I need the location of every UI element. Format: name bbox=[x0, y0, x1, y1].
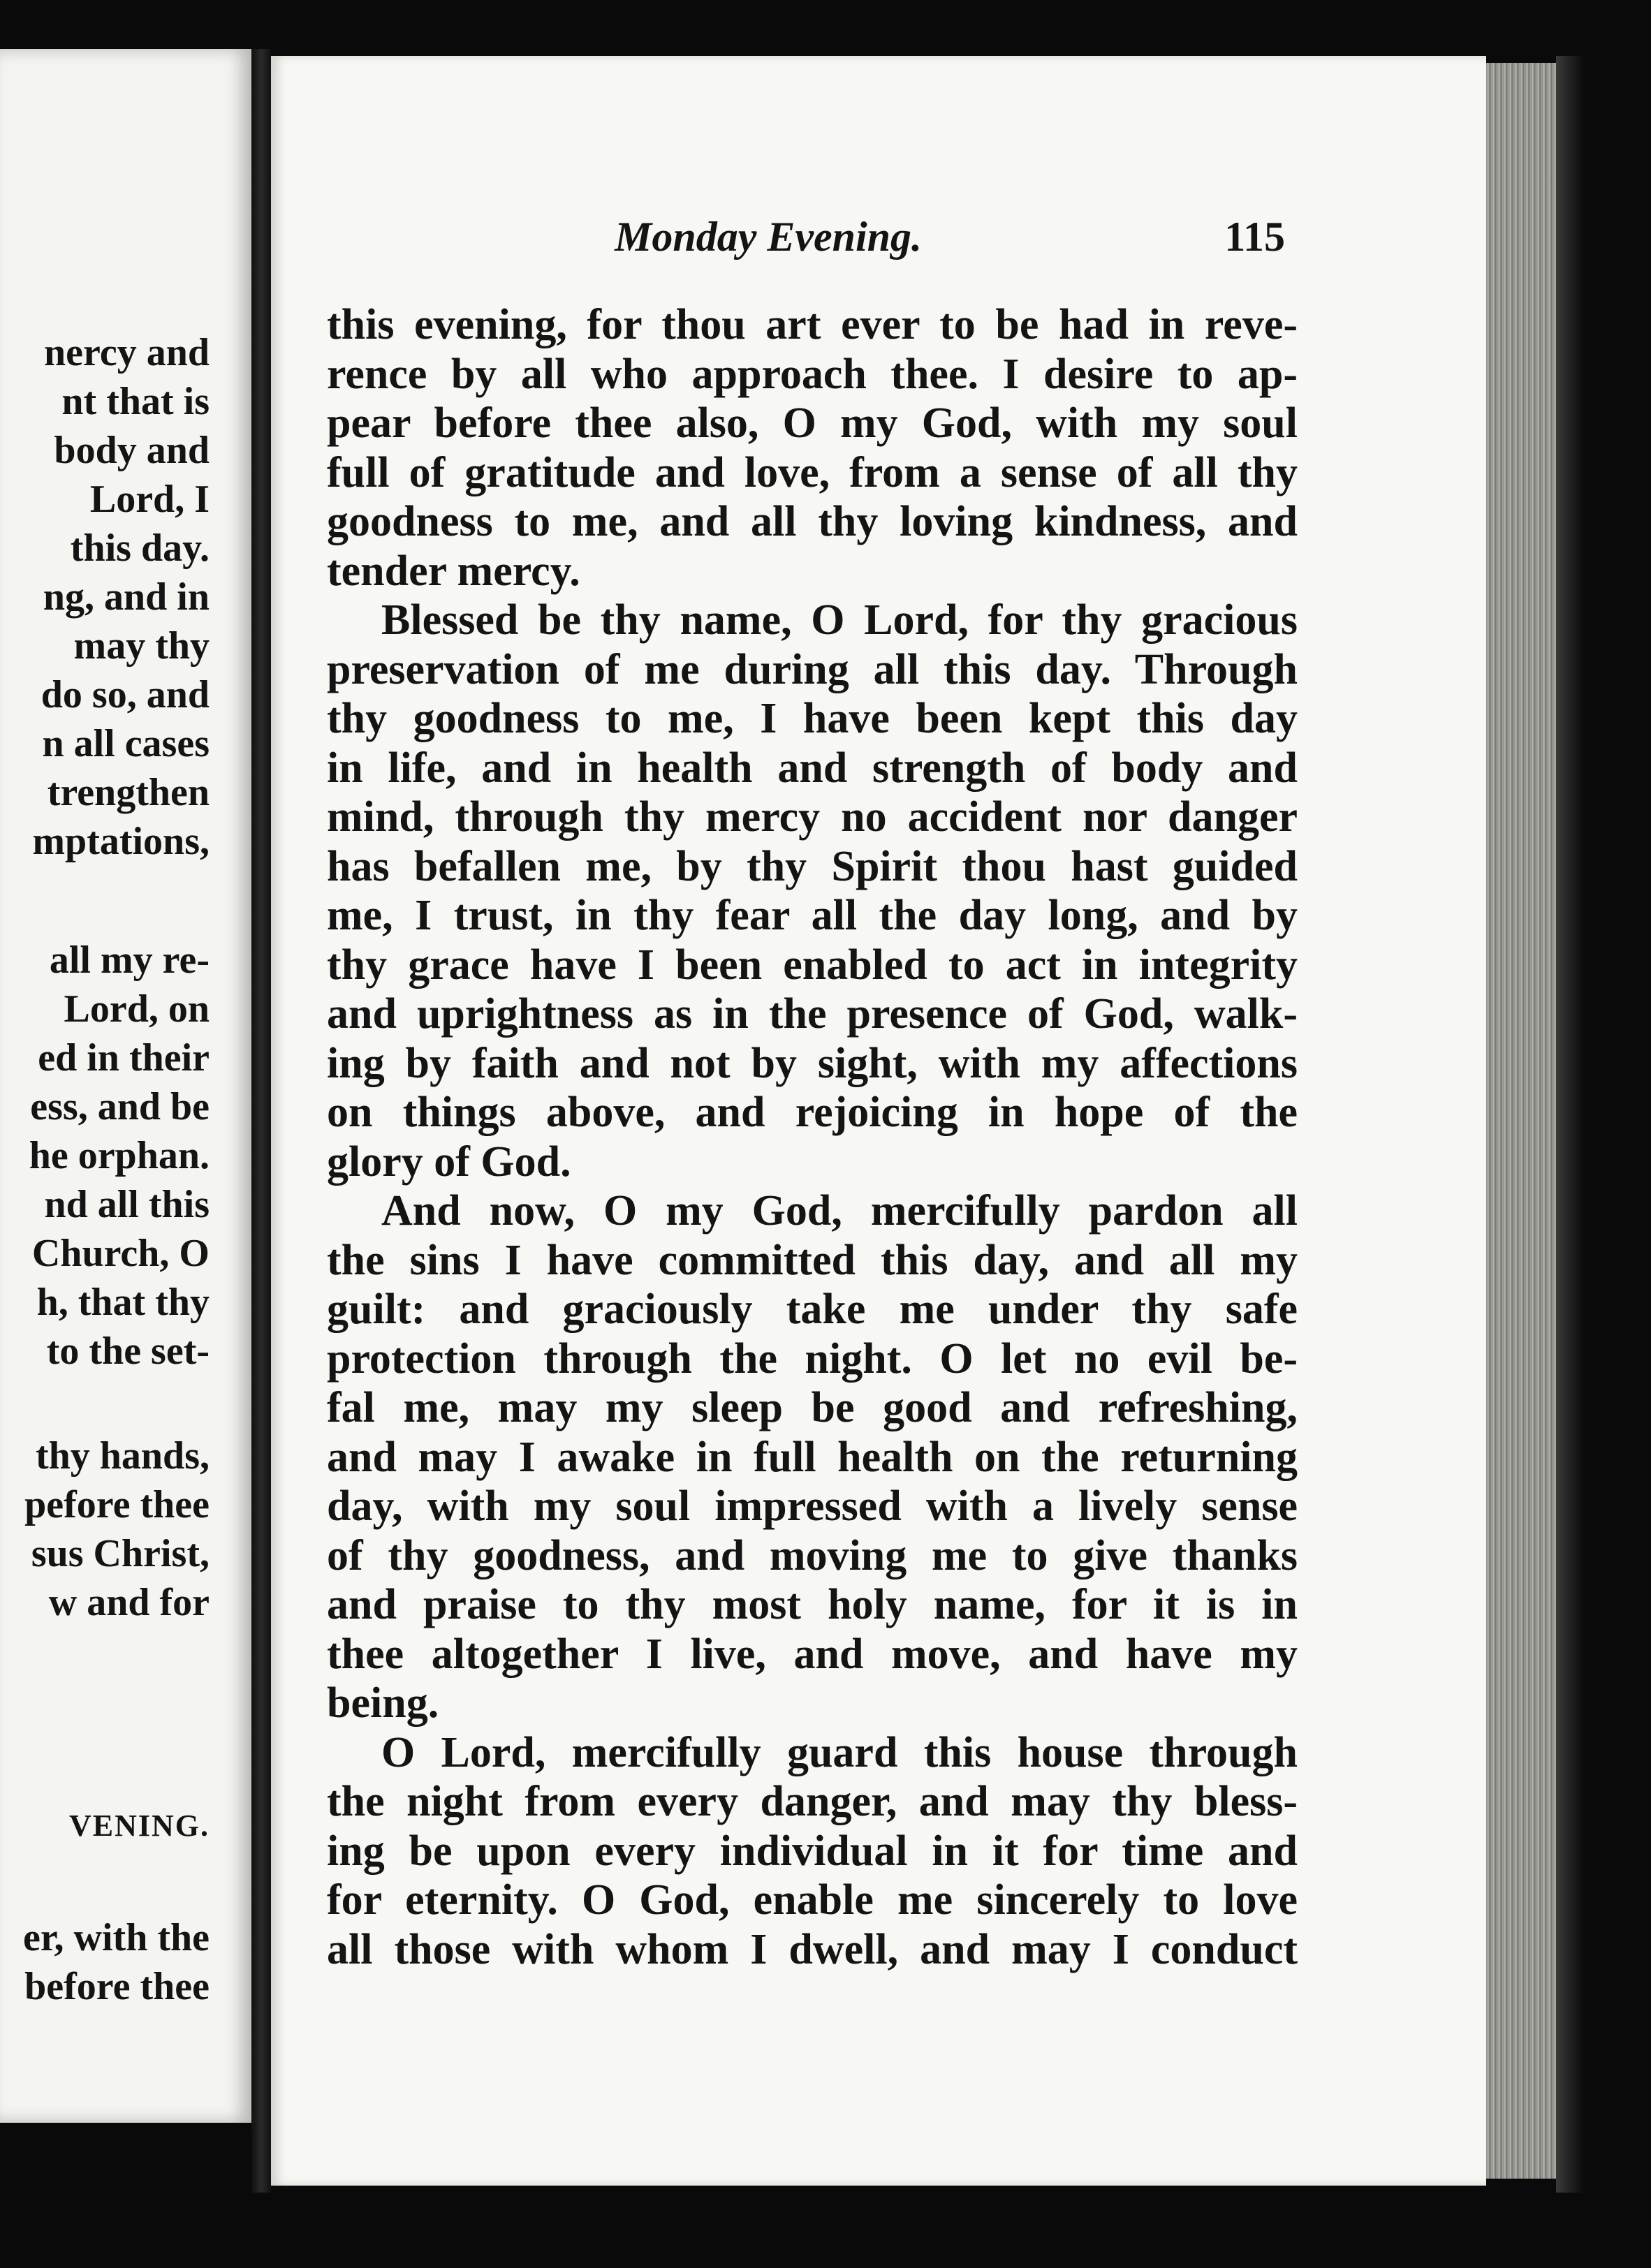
text-line: for eternity. O God, enable me sincerely to love bbox=[327, 1876, 1298, 1924]
facing-page-fragment bbox=[0, 49, 251, 2123]
facing-line: ng, and in bbox=[43, 575, 210, 619]
facing-line: this day. bbox=[70, 526, 210, 570]
facing-line: trengthen bbox=[47, 771, 210, 814]
text-line: and praise to thy most holy name, for it is in bbox=[327, 1581, 1298, 1628]
book-gutter bbox=[251, 49, 271, 2193]
facing-line: nt that is bbox=[61, 380, 210, 423]
facing-line: he orphan. bbox=[29, 1134, 210, 1177]
running-head bbox=[608, 213, 1285, 269]
text-line: thee altogether I live, and move, and have my bbox=[327, 1630, 1298, 1678]
text-line: has befallen me, by thy Spirit thou hast guided bbox=[327, 842, 1298, 890]
facing-line: h, that thy bbox=[36, 1281, 210, 1324]
facing-line: Lord, on bbox=[64, 987, 210, 1031]
text-line: the night from every danger, and may thy bless- bbox=[327, 1778, 1298, 1825]
text-line: thy grace have I been enabled to act in integrity bbox=[327, 941, 1298, 989]
facing-line: sus Christ, bbox=[31, 1532, 210, 1575]
text-line: of thy goodness, and moving me to give thanks bbox=[327, 1531, 1298, 1580]
text-line: day, with my soul impressed with a lively sense bbox=[327, 1482, 1298, 1530]
paragraph-first-line: Blessed be thy name, O Lord, for thy gracious bbox=[381, 596, 1298, 644]
text-line: and may I awake in full health on the returning bbox=[327, 1433, 1298, 1481]
text-line: pear before thee also, O my God, with my soul bbox=[327, 399, 1298, 447]
facing-line: all my re- bbox=[49, 938, 210, 982]
facing-line: ess, and be bbox=[30, 1085, 210, 1128]
text-line: all those with whom I dwell, and may I conduct bbox=[327, 1925, 1298, 1973]
text-line: me, I trust, in thy fear all the day long, and by bbox=[327, 892, 1298, 939]
facing-line: w and for bbox=[48, 1581, 210, 1624]
facing-line: n all cases bbox=[42, 722, 210, 765]
text-line: mind, through thy mercy no accident nor danger bbox=[327, 793, 1298, 841]
text-line: tender mercy. bbox=[327, 547, 580, 595]
text-line: on things above, and rejoicing in hope of the bbox=[327, 1089, 1298, 1136]
text-line: ing be upon every individual in it for time and bbox=[327, 1827, 1298, 1875]
paragraph-first-line: And now, O my God, mercifully pardon all bbox=[381, 1187, 1298, 1235]
facing-line: nercy and bbox=[44, 331, 210, 374]
facing-line: thy hands, bbox=[35, 1434, 210, 1478]
facing-line: Church, O bbox=[31, 1232, 210, 1275]
paragraph-first-line: O Lord, mercifully guard this house through bbox=[381, 1728, 1298, 1776]
page-body bbox=[327, 300, 1298, 1974]
text-line: and uprightness as in the presence of God, walk- bbox=[327, 990, 1298, 1038]
facing-line: er, with the bbox=[22, 1916, 210, 1959]
text-line: goodness to me, and all thy loving kindness, and bbox=[327, 498, 1298, 545]
page-edges bbox=[1486, 63, 1556, 2179]
facing-line: nd all this bbox=[44, 1183, 210, 1226]
facing-line: before thee bbox=[24, 1965, 210, 2008]
facing-line: may thy bbox=[73, 624, 210, 668]
text-line: the sins I have committed this day, and all my bbox=[327, 1236, 1298, 1284]
text-line: in life, and in health and strength of body and bbox=[327, 744, 1298, 792]
facing-line: mptations, bbox=[32, 820, 210, 863]
facing-line: Lord, I bbox=[89, 478, 210, 521]
text-line: protection through the night. O let no evil be- bbox=[327, 1334, 1298, 1383]
text-line: thy goodness to me, I have been kept this day bbox=[327, 695, 1298, 742]
facing-line: body and bbox=[54, 429, 210, 472]
facing-line: ed in their bbox=[38, 1036, 210, 1080]
page-edge-shadow bbox=[1556, 56, 1584, 2193]
facing-line: pefore thee bbox=[24, 1483, 210, 1526]
text-line: being. bbox=[327, 1679, 439, 1727]
text-line: fal me, may my sleep be good and refreshing, bbox=[327, 1384, 1298, 1431]
facing-line: do so, and bbox=[41, 673, 210, 716]
text-line: glory of God. bbox=[327, 1137, 571, 1186]
facing-heading: VENING. bbox=[68, 1809, 210, 1843]
text-line: rence by all who approach thee. I desire to ap- bbox=[327, 350, 1298, 398]
text-line: this evening, for thou art ever to be had in reve- bbox=[327, 301, 1298, 348]
text-line: full of gratitude and love, from a sense of all thy bbox=[327, 448, 1298, 496]
text-line: guilt: and graciously take me under thy safe bbox=[327, 1286, 1298, 1333]
facing-line: to the set- bbox=[46, 1330, 210, 1373]
text-line: preservation of me during all this day. Through bbox=[327, 645, 1298, 693]
running-title: Monday Evening. bbox=[615, 214, 923, 260]
text-line: ing by faith and not by sight, with my affections bbox=[327, 1039, 1298, 1087]
page-number: 115 bbox=[1224, 214, 1285, 260]
